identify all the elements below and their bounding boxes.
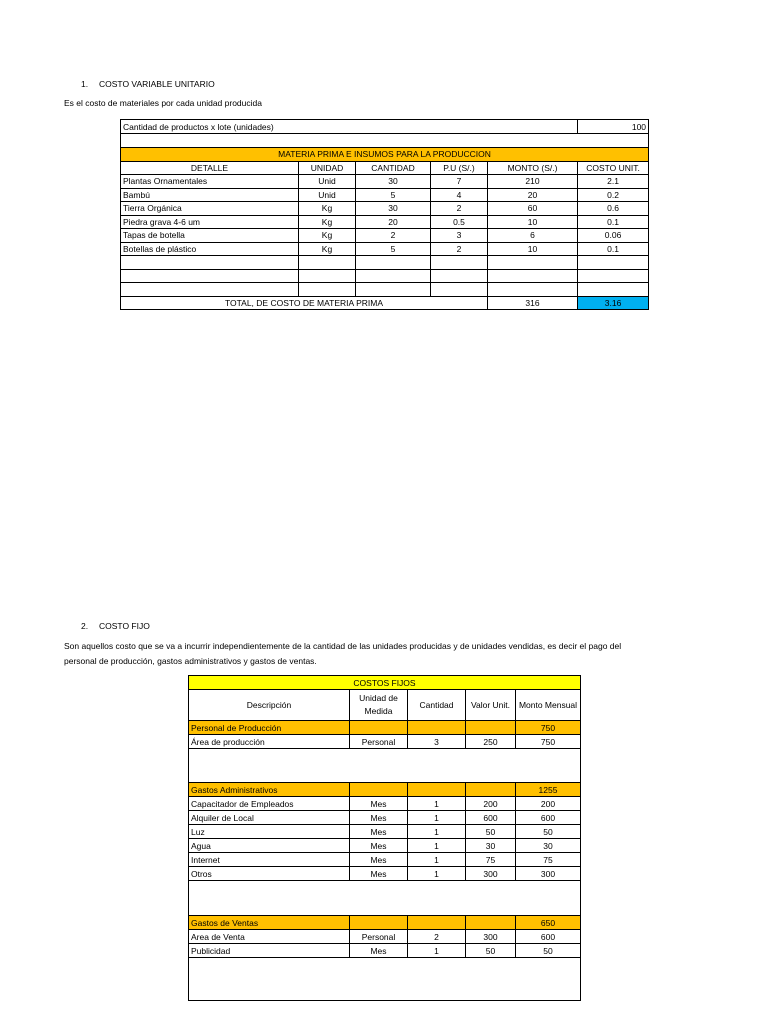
col-header: CANTIDAD: [356, 161, 431, 175]
cell: 2: [408, 930, 466, 944]
cell: Mes: [350, 825, 408, 839]
group-row: [189, 721, 581, 735]
cell: 5: [356, 188, 431, 202]
cell: Mes: [350, 811, 408, 825]
cell: 3: [431, 229, 488, 243]
table-row: [121, 242, 649, 256]
section1-title: COSTO VARIABLE UNITARIO: [99, 79, 215, 89]
total-label: TOTAL, DE COSTO DE MATERIA PRIMA: [121, 296, 488, 310]
cell: 0.06: [578, 229, 649, 243]
cell: 10: [488, 215, 578, 229]
cell: 4: [431, 188, 488, 202]
cell: Area de Venta: [189, 930, 350, 944]
col-header: Unidad de Medida: [350, 690, 408, 721]
cell: Mes: [350, 867, 408, 881]
table-title-row: [121, 148, 649, 162]
section1-description: Es el costo de materiales por cada unidad producida: [64, 98, 262, 108]
total-monto: 316: [488, 296, 578, 310]
cell: 6: [488, 229, 578, 243]
col-header: Monto Mensual: [516, 690, 581, 721]
cell: 300: [466, 930, 516, 944]
cell: Luz: [189, 825, 350, 839]
empty-row: [121, 269, 649, 283]
cell: 0.1: [578, 215, 649, 229]
group-row: [189, 916, 581, 930]
empty-row: [121, 256, 649, 270]
section2-number: 2.: [81, 621, 89, 631]
cell: 2: [431, 202, 488, 216]
table-row: [121, 229, 649, 243]
cell: 210: [488, 175, 578, 189]
cell: 600: [516, 811, 581, 825]
cell: 3: [408, 735, 466, 749]
cell: Mes: [350, 944, 408, 958]
cell: Kg: [299, 229, 356, 243]
cell: Kg: [299, 202, 356, 216]
cell: Alquiler de Local: [189, 811, 350, 825]
table-row: [189, 825, 581, 839]
section2-title: COSTO FIJO: [99, 621, 150, 631]
group-total: 750: [516, 721, 581, 735]
cell: 30: [356, 175, 431, 189]
cell: 10: [488, 242, 578, 256]
group-name: Gastos Administrativos: [189, 783, 350, 797]
total-row: [121, 296, 649, 310]
table-row: [189, 853, 581, 867]
cell: 50: [466, 825, 516, 839]
spacer-row: [189, 958, 581, 1001]
col-header: P.U (S/.): [431, 161, 488, 175]
col-header: DETALLE: [121, 161, 299, 175]
cell: 2.1: [578, 175, 649, 189]
cell: Mes: [350, 797, 408, 811]
cell: 7: [431, 175, 488, 189]
cell: 2: [356, 229, 431, 243]
col-header: UNIDAD: [299, 161, 356, 175]
cell: Piedra grava 4-6 um: [121, 215, 299, 229]
cell: Mes: [350, 839, 408, 853]
table-row: [121, 188, 649, 202]
cell: Bambú: [121, 188, 299, 202]
cell: 600: [466, 811, 516, 825]
table-row: [189, 930, 581, 944]
table-row: [121, 215, 649, 229]
group-total: 650: [516, 916, 581, 930]
lot-row: [121, 120, 649, 134]
cell: Internet: [189, 853, 350, 867]
cell: 750: [516, 735, 581, 749]
col-header: Descripción: [189, 690, 350, 721]
section2-heading: [81, 621, 150, 631]
cell: 50: [516, 825, 581, 839]
cell: 200: [466, 797, 516, 811]
spacer-row: [189, 749, 581, 783]
cell: 30: [356, 202, 431, 216]
spacer-row: [121, 134, 649, 148]
fixed-costs-table: [188, 675, 581, 1001]
cell: Unid: [299, 188, 356, 202]
cell: 1: [408, 797, 466, 811]
cell: Mes: [350, 853, 408, 867]
cell: 0.5: [431, 215, 488, 229]
cell: Capacitador de Empleados: [189, 797, 350, 811]
col-header: Cantidad: [408, 690, 466, 721]
cell: 1: [408, 839, 466, 853]
cell: Publicidad: [189, 944, 350, 958]
cell: Kg: [299, 215, 356, 229]
lot-value: 100: [578, 120, 649, 134]
table-row: [189, 839, 581, 853]
table-row: [189, 797, 581, 811]
cell: Tapas de botella: [121, 229, 299, 243]
table-row: [189, 811, 581, 825]
cell: Otros: [189, 867, 350, 881]
cell: 0.6: [578, 202, 649, 216]
cell: 300: [466, 867, 516, 881]
lot-label: Cantidad de productos x lote (unidades): [121, 120, 578, 134]
cell: 1: [408, 825, 466, 839]
table-row: [189, 944, 581, 958]
cell: Plantas Ornamentales: [121, 175, 299, 189]
cell: Botellas de plástico: [121, 242, 299, 256]
col-header: COSTO UNIT.: [578, 161, 649, 175]
cell: 300: [516, 867, 581, 881]
materials-table-title: MATERIA PRIMA E INSUMOS PARA LA PRODUCCION: [121, 148, 649, 162]
cell: 0.2: [578, 188, 649, 202]
section2-description: [64, 639, 744, 669]
section2-description-line1: Son aquellos costo que se va a incurrir independientemente de la cantidad de las unidades producidas y de unidades vendidas, es decir el pago del: [64, 641, 622, 651]
cell: 20: [356, 215, 431, 229]
cell: Área de producción: [189, 735, 350, 749]
table-row: [189, 735, 581, 749]
section2-description-line2: personal de producción, gastos administrativos y gastos de ventas.: [64, 656, 317, 666]
cell: 600: [516, 930, 581, 944]
cell: Tierra Orgánica: [121, 202, 299, 216]
col-header: MONTO (S/.): [488, 161, 578, 175]
table-row: [121, 202, 649, 216]
cell: 1: [408, 853, 466, 867]
group-name: Personal de Producción: [189, 721, 350, 735]
total-unit-cost: 3.16: [578, 296, 649, 310]
cell: Kg: [299, 242, 356, 256]
col-header: Valor Unit.: [466, 690, 516, 721]
group-name: Gastos de Ventas: [189, 916, 350, 930]
empty-row: [121, 283, 649, 297]
cell: 1: [408, 811, 466, 825]
table-row: [189, 867, 581, 881]
section1-number: 1.: [81, 79, 89, 89]
cell: 75: [516, 853, 581, 867]
fixed-costs-title: COSTOS FIJOS: [189, 676, 581, 690]
cell: 0.1: [578, 242, 649, 256]
cell: Agua: [189, 839, 350, 853]
group-total: 1255: [516, 783, 581, 797]
cell: Unid: [299, 175, 356, 189]
cell: 250: [466, 735, 516, 749]
cell: 30: [466, 839, 516, 853]
cell: 75: [466, 853, 516, 867]
header-row: [121, 161, 649, 175]
cell: 50: [466, 944, 516, 958]
cell: Personal: [350, 930, 408, 944]
header-row: [189, 690, 581, 721]
cell: 30: [516, 839, 581, 853]
cell: 60: [488, 202, 578, 216]
cell: 1: [408, 867, 466, 881]
cell: 2: [431, 242, 488, 256]
cell: 5: [356, 242, 431, 256]
cell: 1: [408, 944, 466, 958]
group-row: [189, 783, 581, 797]
cell: 50: [516, 944, 581, 958]
table-row: [121, 175, 649, 189]
spacer-row: [189, 881, 581, 916]
cell: 20: [488, 188, 578, 202]
cell: Personal: [350, 735, 408, 749]
cell: 200: [516, 797, 581, 811]
section1-heading: [81, 79, 215, 89]
table-title-row: [189, 676, 581, 690]
variable-cost-table: [120, 119, 649, 310]
